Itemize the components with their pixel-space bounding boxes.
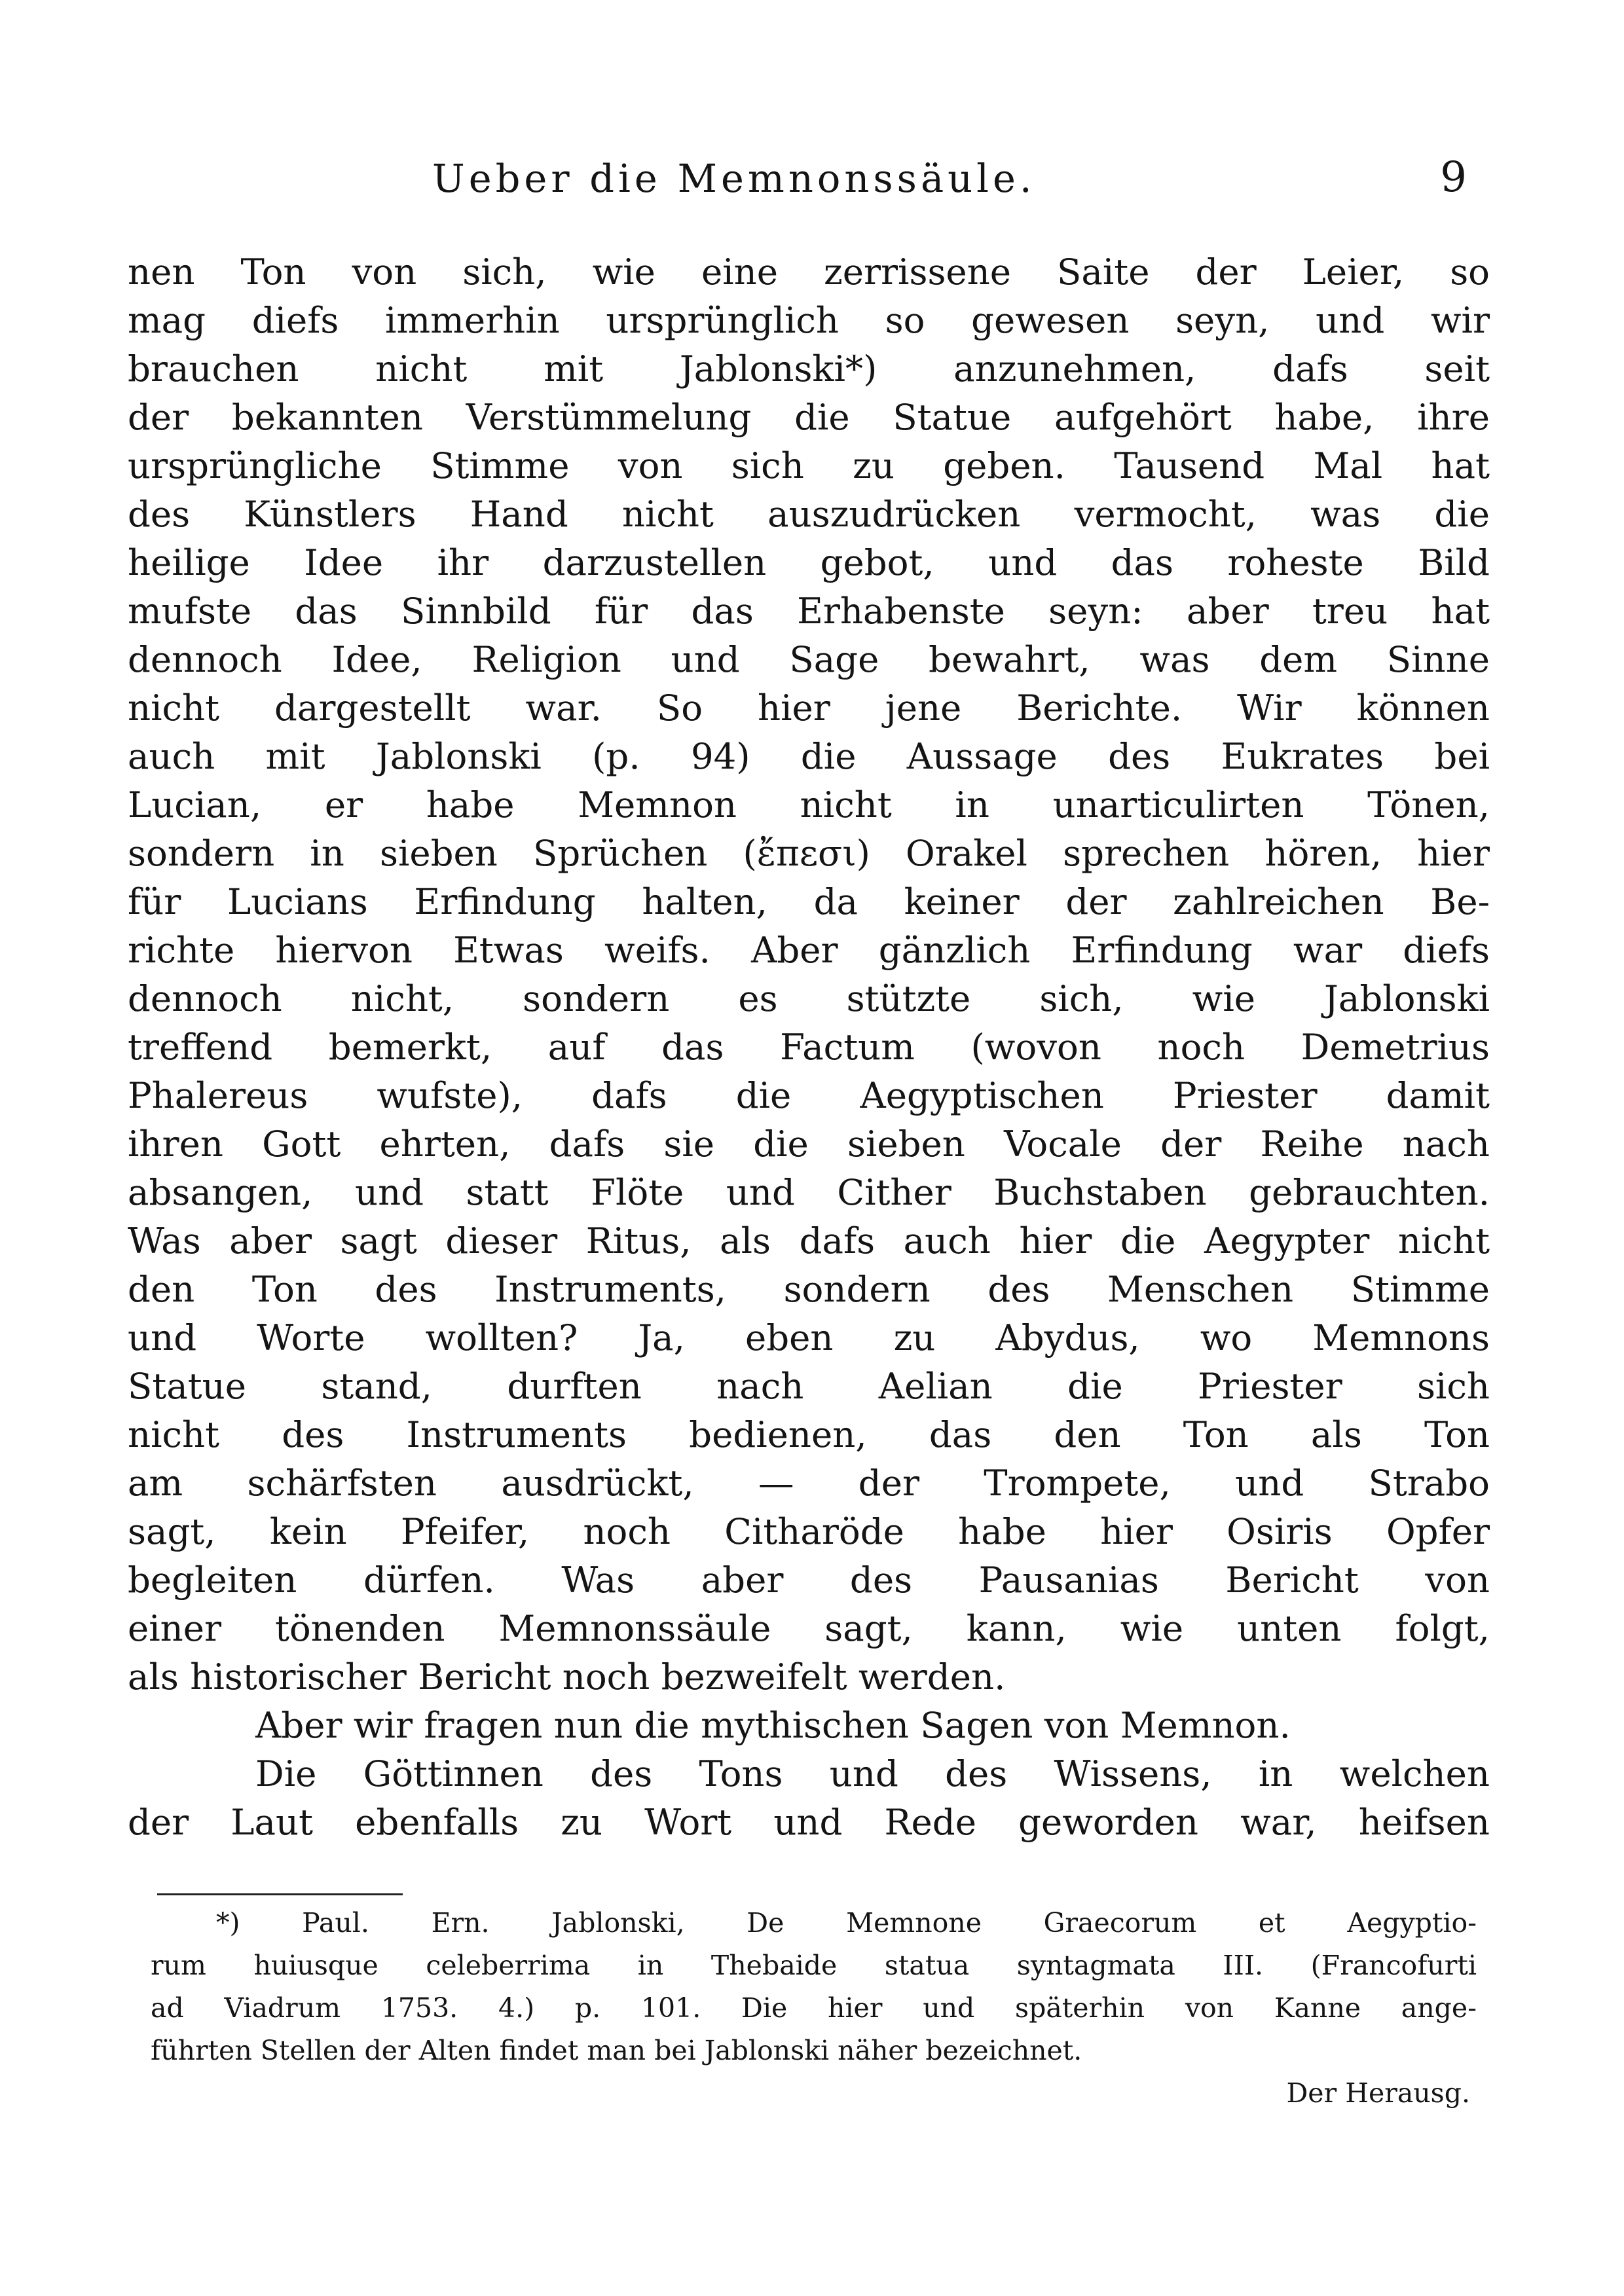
body-line: richte hiervon Etwas weifs. Aber gänzlich Erfindung war diefs [128, 929, 1490, 971]
body-line: Lucian, er habe Memnon nicht in unarticulirten Tönen, [128, 784, 1490, 826]
body-line: sondern in sieben Sprüchen (ἔπεσι) Orakel sprechen hören, hier [128, 832, 1490, 874]
body-line: treffend bemerkt, auf das Factum (wovon noch Demetrius [128, 1026, 1490, 1068]
body-line: sagt, kein Pfeifer, noch Citharöde habe hier Osiris Opfer [128, 1510, 1490, 1552]
body-line: der Laut ebenfalls zu Wort und Rede geworden war, heifsen [128, 1801, 1490, 1843]
body-line: mag diefs immerhin ursprünglich so gewesen seyn, und wir [128, 299, 1490, 341]
body-line: auch mit Jablonski (p. 94) die Aussage des Eukrates bei [128, 735, 1490, 777]
footnote-line: führten Stellen der Alten findet man bei Jablonski näher bezeichnet. [151, 2035, 1082, 2066]
footnote-signature: Der Herausg. [1286, 2077, 1470, 2109]
footnote-line: rum huiusque celeberrima in Thebaide statua syntagmata III. (Francofurti [151, 1950, 1477, 1981]
body-line: ihren Gott ehrten, dafs sie die sieben Vocale der Reihe nach [128, 1123, 1490, 1165]
page-number: 9 [1440, 153, 1467, 202]
footnote [151, 1902, 1477, 2115]
body-line: Statue stand, durften nach Aelian die Priester sich [128, 1365, 1490, 1407]
body-line: begleiten dürfen. Was aber des Pausanias Bericht von [128, 1559, 1490, 1601]
body-line: am schärfsten ausdrückt, — der Trompete, und Strabo [128, 1462, 1490, 1504]
body-line: nicht dargestellt war. So hier jene Berichte. Wir können [128, 687, 1490, 729]
body-line: ursprüngliche Stimme von sich zu geben. Tausend Mal hat [128, 445, 1490, 486]
body-line: der bekannten Verstümmelung die Statue aufgehört habe, ihre [128, 396, 1490, 438]
body-line: absangen, und statt Flöte und Cither Buchstaben gebrauchten. [128, 1171, 1490, 1213]
body-line: nen Ton von sich, wie eine zerrissene Saite der Leier, so [128, 251, 1490, 293]
body-line: einer tönenden Memnonssäule sagt, kann, wie unten folgt, [128, 1607, 1490, 1649]
body-line: Was aber sagt dieser Ritus, als dafs auch hier die Aegypter nicht [128, 1220, 1490, 1262]
body-line: des Künstlers Hand nicht auszudrücken vermocht, was die [128, 493, 1490, 535]
body-line: brauchen nicht mit Jablonski*) anzunehmen, dafs seit [128, 348, 1490, 390]
paragraph-start-line: Aber wir fragen nun die mythischen Sagen von Memnon. [255, 1704, 1291, 1746]
footnote-divider [157, 1893, 403, 1895]
body-line: dennoch Idee, Religion und Sage bewahrt, was dem Sinne [128, 638, 1490, 680]
body-line: heilige Idee ihr darzustellen gebot, und das roheste Bild [128, 541, 1490, 583]
page-header [128, 153, 1493, 221]
body-line: den Ton des Instruments, sondern des Menschen Stimme [128, 1268, 1490, 1310]
body-line: für Lucians Erfindung halten, da keiner der zahlreichen Be- [128, 881, 1490, 922]
body-text [128, 247, 1490, 1846]
body-line: und Worte wollten? Ja, eben zu Abydus, wo Memnons [128, 1317, 1490, 1358]
body-line: nicht des Instruments bedienen, das den Ton als Ton [128, 1413, 1490, 1455]
paragraph-start-line: Die Göttinnen des Tons und des Wissens, in welchen [255, 1753, 1490, 1795]
body-line: dennoch nicht, sondern es stützte sich, wie Jablonski [128, 977, 1490, 1019]
body-line: Phalereus wufste), dafs die Aegyptischen Priester damit [128, 1074, 1490, 1116]
footnote-line: *) Paul. Ern. Jablonski, De Memnone Graecorum et Aegyptio- [216, 1907, 1477, 1939]
body-line: mufste das Sinnbild für das Erhabenste seyn: aber treu hat [128, 590, 1490, 632]
running-title: Ueber die Memnonssäule. [432, 156, 1036, 201]
footnote-line: ad Viadrum 1753. 4.) p. 101. Die hier und späterhin von Kanne ange- [151, 1992, 1477, 2024]
body-line: als historischer Bericht noch bezweifelt werden. [128, 1656, 1006, 1698]
